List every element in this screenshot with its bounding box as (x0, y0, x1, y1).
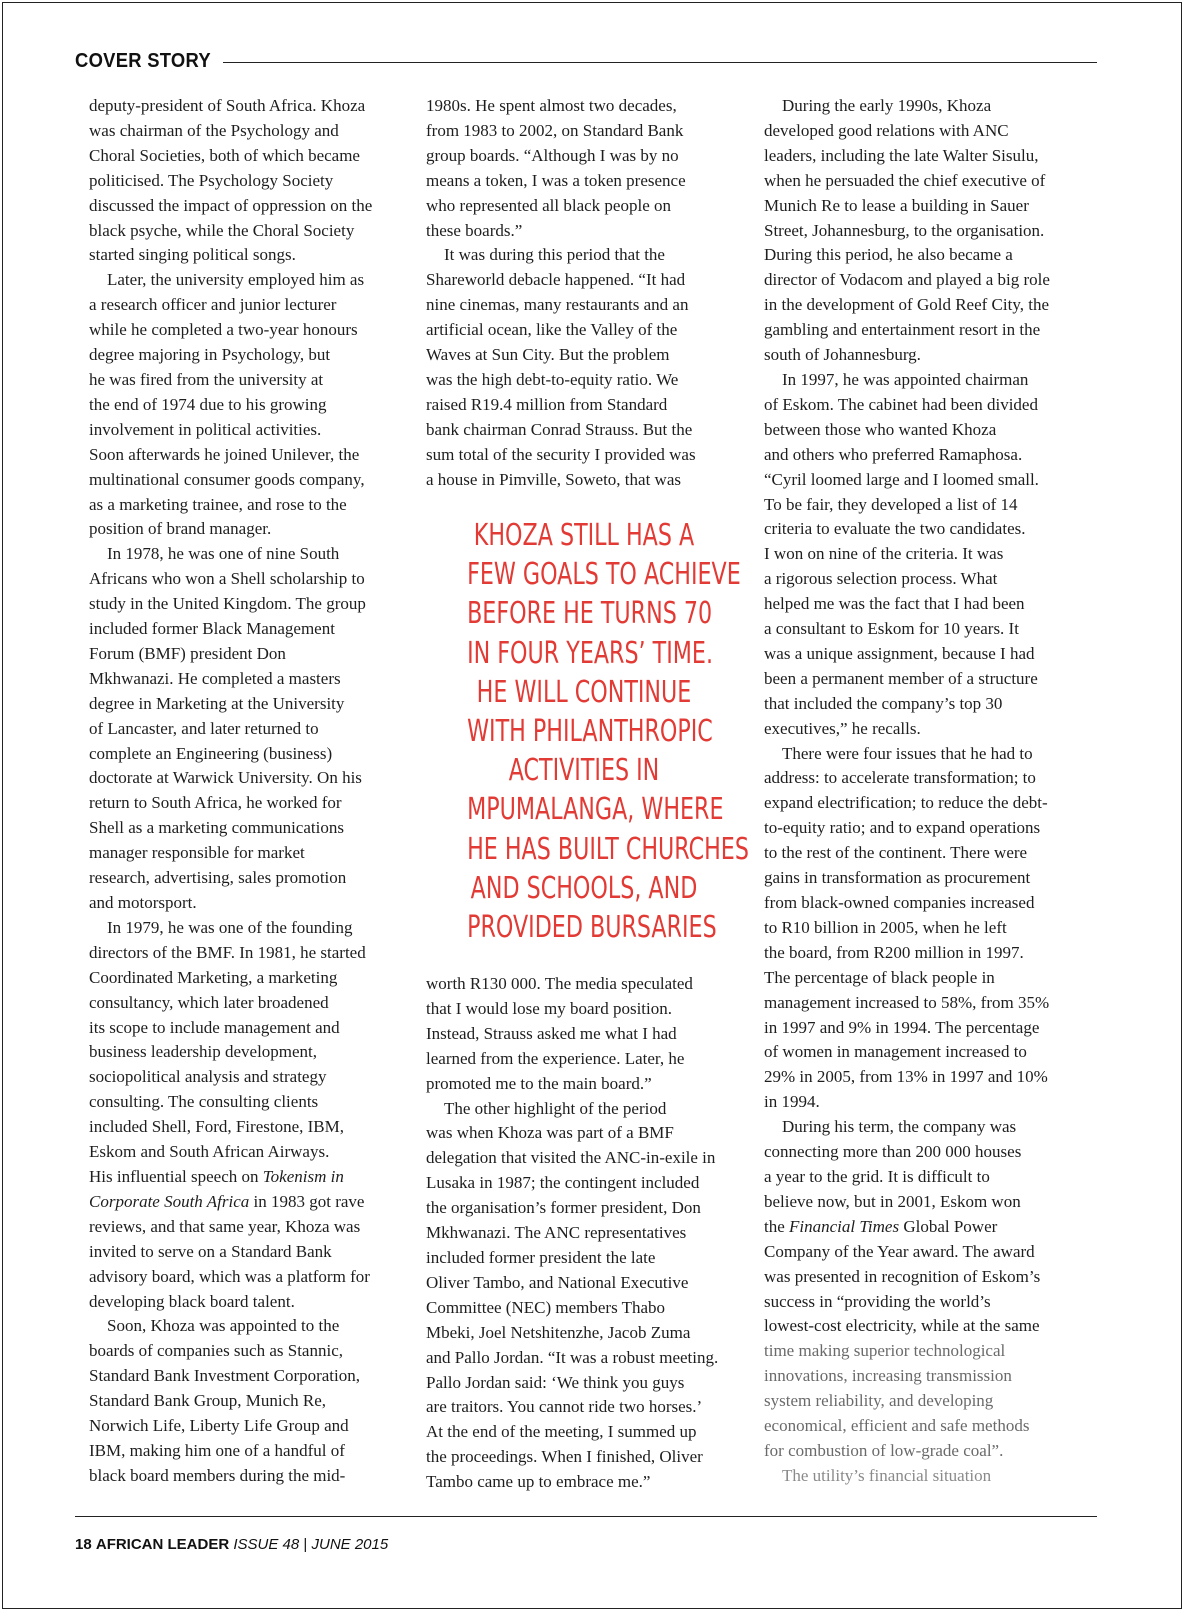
text-line: politicised. The Psychology Society (89, 170, 334, 190)
text-line: been a permanent member of a structure (764, 668, 1038, 688)
text-line: while he completed a two-year honours (89, 320, 358, 340)
pull-quote-line: ACTIVITIES IN (508, 753, 660, 789)
text-line: means a token, I was a token presence (426, 170, 686, 190)
text-line: During his term, the company was (782, 1117, 1017, 1137)
text-line: To be fair, they developed a list of 14 (764, 494, 1018, 514)
article-column-2-lower (426, 972, 742, 1495)
text-line: sociopolitical analysis and strategy (89, 1067, 327, 1087)
text-line: believe now, but in 2001, Eskom won (764, 1191, 1021, 1211)
text-line: in 1997 and 9% in 1994. The percentage (764, 1017, 1040, 1037)
text-line: 29% in 2005, from 13% in 1997 and 10% (764, 1067, 1048, 1087)
issue-number: ISSUE 48 (233, 1536, 300, 1553)
text-line: the board, from R200 million in 1997. (764, 942, 1024, 962)
pull-quote-line: MPUMALANGA, WHERE (467, 792, 724, 828)
text-line: and Pallo Jordan. “It was a robust meeting. (426, 1347, 719, 1367)
text-line: to-equity ratio; and to expand operations (764, 818, 1041, 838)
text-line: complete an Engineering (business) (89, 743, 333, 763)
footer-separator: | (303, 1536, 308, 1553)
pull-quote-line: KHOZA STILL HAS A (473, 518, 695, 553)
section-label: COVER STORY (75, 50, 211, 72)
text-line: as a marketing trainee, and rose to the (89, 494, 347, 514)
text-line: Tambo came up to embrace me.” (426, 1472, 651, 1492)
text-line: reviews, and that same year, Khoza was (89, 1216, 361, 1236)
text-line: executives,” he recalls. (764, 718, 921, 738)
text-line: Africans who won a Shell scholarship to (89, 569, 365, 589)
text-line: a research officer and junior lecturer (89, 295, 337, 315)
text-line: included former Black Management (89, 619, 335, 639)
text-line: leaders, including the late Walter Sisulu, (764, 145, 1039, 165)
text-line: a house in Pimville, Soweto, that was (426, 469, 681, 489)
text-line: to R10 billion in 2005, when he left (764, 917, 1007, 937)
text-line: criteria to evaluate the two candidates. (764, 519, 1026, 539)
text-line: return to South Africa, he worked for (89, 793, 342, 813)
pull-quote-line: AND SCHOOLS, AND (470, 870, 698, 906)
pull-quote-line: BEFORE HE TURNS 70 (467, 596, 713, 632)
text-line: that included the company’s top 30 (764, 693, 1003, 713)
text-line: research, advertising, sales promotion (89, 868, 347, 888)
text-line: he was fired from the university at (89, 369, 324, 389)
text-line: the organisation’s former president, Don (426, 1198, 701, 1218)
text-line: and motorsport. (89, 893, 197, 912)
header-rule (223, 62, 1097, 63)
text-line: It was during this period that the (444, 245, 665, 265)
text-line: Corporate South Africa in 1983 got rave (89, 1191, 365, 1211)
text-line: Later, the university employed him as (107, 270, 365, 290)
page-number: 18 (75, 1536, 92, 1553)
text-line: helped me was the fact that I had been (764, 594, 1025, 614)
text-line: Soon, Khoza was appointed to the (107, 1316, 340, 1336)
text-line: Street, Johannesburg, to the organisation. (764, 220, 1045, 240)
text-line: who represented all black people on (426, 195, 671, 215)
text-line: success in “providing the world’s (764, 1291, 991, 1311)
text-line: Mkhwanazi. The ANC representatives (426, 1223, 687, 1243)
text-line: learned from the experience. Later, he (426, 1048, 685, 1068)
page-footer (75, 1536, 388, 1553)
text-line: advisory board, which was a platform for (89, 1266, 370, 1286)
text-line: deputy-president of South Africa. Khoza (89, 96, 366, 115)
text-line: was when Khoza was part of a BMF (426, 1123, 674, 1143)
text-line: During the early 1990s, Khoza (782, 96, 992, 115)
text-line: expand electrification; to reduce the debt- (764, 793, 1048, 813)
text-line: business leadership development, (89, 1042, 318, 1062)
text-line: Munich Re to lease a building in Sauer (764, 195, 1029, 215)
text-line: “Cyril loomed large and I loomed small. (764, 469, 1039, 489)
text-line: position of brand manager. (89, 519, 272, 539)
text-line: Eskom and South African Airways. (89, 1142, 330, 1162)
text-line: in 1994. (764, 1092, 820, 1112)
text-line: from black-owned companies increased (764, 893, 1035, 912)
text-line: The other highlight of the period (444, 1098, 667, 1118)
footer-rule (75, 1516, 1097, 1517)
text-line: boards of companies such as Stannic, (89, 1341, 343, 1361)
article-column-2-upper (426, 94, 742, 493)
text-line: Mbeki, Joel Netshitenzhe, Jacob Zuma (426, 1322, 691, 1342)
text-line: Waves at Sun City. But the problem (426, 345, 670, 365)
text-line: Mkhwanazi. He completed a masters (89, 668, 341, 688)
text-line: IBM, making him one of a handful of (89, 1440, 345, 1460)
text-line: Choral Societies, both of which became (89, 145, 360, 165)
text-line: Soon afterwards he joined Unilever, the (89, 444, 360, 464)
text-line: of Lancaster, and later returned to (89, 718, 319, 738)
text-line: the proceedings. When I finished, Oliver (426, 1447, 703, 1467)
pull-quote (426, 516, 749, 947)
text-line: degree in Marketing at the University (89, 693, 345, 713)
text-line: At the end of the meeting, I summed up (426, 1422, 697, 1442)
text-line: multinational consumer goods company, (89, 469, 365, 489)
text-line: time making superior technological (764, 1341, 1006, 1361)
text-line: connecting more than 200 000 houses (764, 1142, 1022, 1162)
text-line: was a unique assignment, because I had (764, 643, 1035, 663)
text-line: sum total of the security I provided was (426, 444, 696, 464)
text-line: included former president the late (426, 1247, 656, 1267)
article-column-1 (89, 94, 401, 1489)
text-line: promoted me to the main board.” (426, 1073, 652, 1093)
text-line: developed good relations with ANC (764, 120, 1009, 140)
text-line: Pallo Jordan said: ‘We think you guys (426, 1372, 685, 1392)
text-line: was the high debt-to-equity ratio. We (426, 369, 679, 389)
text-line: involvement in political activities. (89, 419, 322, 439)
text-line: Lusaka in 1987; the contingent included (426, 1173, 700, 1193)
text-line: gains in transformation as procurement (764, 868, 1031, 888)
text-line: Company of the Year award. The award (764, 1241, 1035, 1261)
text-line: to the rest of the continent. There were (764, 843, 1028, 863)
text-line: Coordinated Marketing, a marketing (89, 967, 338, 987)
text-line: for combustion of low-grade coal”. (764, 1440, 1004, 1460)
text-line: when he persuaded the chief executive of (764, 170, 1046, 190)
text-line: lowest-cost electricity, while at the same (764, 1316, 1040, 1336)
text-line: between those who wanted Khoza (764, 419, 997, 439)
text-line: developing black board talent. (89, 1291, 295, 1311)
text-line: a year to the grid. It is difficult to (764, 1166, 990, 1186)
text-line: artificial ocean, like the Valley of the (426, 320, 678, 340)
text-line: Oliver Tambo, and National Executive (426, 1272, 689, 1292)
text-line: directors of the BMF. In 1981, he started (89, 942, 366, 962)
section-header (75, 50, 1097, 73)
pull-quote-line: PROVIDED BURSARIES (467, 910, 717, 946)
text-line: consultancy, which later broadened (89, 992, 329, 1012)
text-line: of women in management increased to (764, 1042, 1027, 1062)
text-line: gambling and entertainment resort in the (764, 320, 1041, 340)
text-line: worth R130 000. The media speculated (426, 974, 693, 993)
text-line: innovations, increasing transmission (764, 1366, 1012, 1386)
text-line: Shell as a marketing communications (89, 818, 344, 838)
text-line: black psyche, while the Choral Society (89, 220, 355, 240)
pull-quote-line: HE HAS BUILT CHURCHES (467, 831, 749, 867)
text-line: consulting. The consulting clients (89, 1092, 319, 1112)
pull-quote-line: WITH PHILANTHROPIC (467, 714, 713, 750)
text-line: system reliability, and developing (764, 1391, 994, 1411)
text-line: and others who preferred Ramaphosa. (764, 444, 1023, 464)
text-line: Forum (BMF) president Don (89, 643, 286, 663)
text-line: degree majoring in Psychology, but (89, 345, 331, 365)
text-line: are traitors. You cannot ride two horses.’ (426, 1397, 703, 1417)
text-line: these boards.” (426, 220, 523, 240)
text-line: nine cinemas, many restaurants and an (426, 295, 689, 315)
text-line: included Shell, Ford, Firestone, IBM, (89, 1117, 344, 1137)
text-line: black board members during the mid- (89, 1465, 346, 1485)
text-line: a consultant to Eskom for 10 years. It (764, 619, 1019, 639)
text-line: manager responsible for market (89, 843, 305, 863)
text-line: The utility’s financial situation (782, 1465, 992, 1485)
text-line: doctorate at Warwick University. On his (89, 768, 362, 788)
text-line: Committee (NEC) members Thabo (426, 1297, 666, 1317)
text-line: its scope to include management and (89, 1017, 340, 1037)
text-line: In 1978, he was one of nine South (107, 544, 340, 564)
text-line: the Financial Times Global Power (764, 1216, 998, 1236)
pull-quote-line: HE WILL CONTINUE (476, 674, 692, 710)
text-line: His influential speech on Tokenism in (89, 1166, 344, 1186)
text-line: economical, efficient and safe methods (764, 1416, 1030, 1436)
text-line: a rigorous selection process. What (764, 569, 998, 589)
text-line: that I would lose my board position. (426, 998, 673, 1018)
text-line: director of Vodacom and played a big role (764, 270, 1050, 290)
magazine-name: AFRICAN LEADER (95, 1536, 230, 1553)
text-line: Shareworld debacle happened. “It had (426, 270, 686, 290)
text-line: invited to serve on a Standard Bank (89, 1241, 332, 1261)
text-line: bank chairman Conrad Strauss. But the (426, 419, 693, 439)
text-line: group boards. “Although I was by no (426, 145, 679, 165)
text-line: from 1983 to 2002, on Standard Bank (426, 120, 684, 140)
text-line: There were four issues that he had to (782, 743, 1033, 763)
text-line: the end of 1974 due to his growing (89, 394, 327, 414)
text-line: south of Johannesburg. (764, 345, 921, 365)
article-column-3 (764, 94, 1080, 1489)
text-line: Norwich Life, Liberty Life Group and (89, 1416, 349, 1436)
text-line: was presented in recognition of Eskom’s (764, 1266, 1041, 1286)
text-line: management increased to 58%, from 35% (764, 992, 1050, 1012)
text-line: During this period, he also became a (764, 245, 1013, 265)
text-line: address: to accelerate transformation; to (764, 768, 1036, 788)
text-line: discussed the impact of oppression on the (89, 195, 373, 215)
text-line: in the development of Gold Reef City, the (764, 295, 1049, 315)
text-line: was chairman of the Psychology and (89, 120, 339, 140)
text-line: I won on nine of the criteria. It was (764, 544, 1004, 564)
text-line: Instead, Strauss asked me what I had (426, 1023, 677, 1043)
text-line: The percentage of black people in (764, 967, 995, 987)
text-line: delegation that visited the ANC-in-exile in (426, 1148, 716, 1168)
text-line: Standard Bank Group, Munich Re, (89, 1391, 327, 1411)
text-line: study in the United Kingdom. The group (89, 594, 366, 614)
text-line: In 1979, he was one of the founding (107, 917, 353, 937)
pull-quote-line: IN FOUR YEARS’ TIME. (467, 635, 714, 671)
text-line: Standard Bank Investment Corporation, (89, 1366, 361, 1386)
text-line: 1980s. He spent almost two decades, (426, 96, 677, 115)
issue-date: JUNE 2015 (311, 1536, 389, 1553)
text-line: of Eskom. The cabinet had been divided (764, 394, 1038, 414)
pull-quote-line: FEW GOALS TO ACHIEVE (467, 557, 741, 593)
text-line: started singing political songs. (89, 245, 296, 265)
text-line: In 1997, he was appointed chairman (782, 369, 1029, 389)
text-line: raised R19.4 million from Standard (426, 394, 668, 414)
